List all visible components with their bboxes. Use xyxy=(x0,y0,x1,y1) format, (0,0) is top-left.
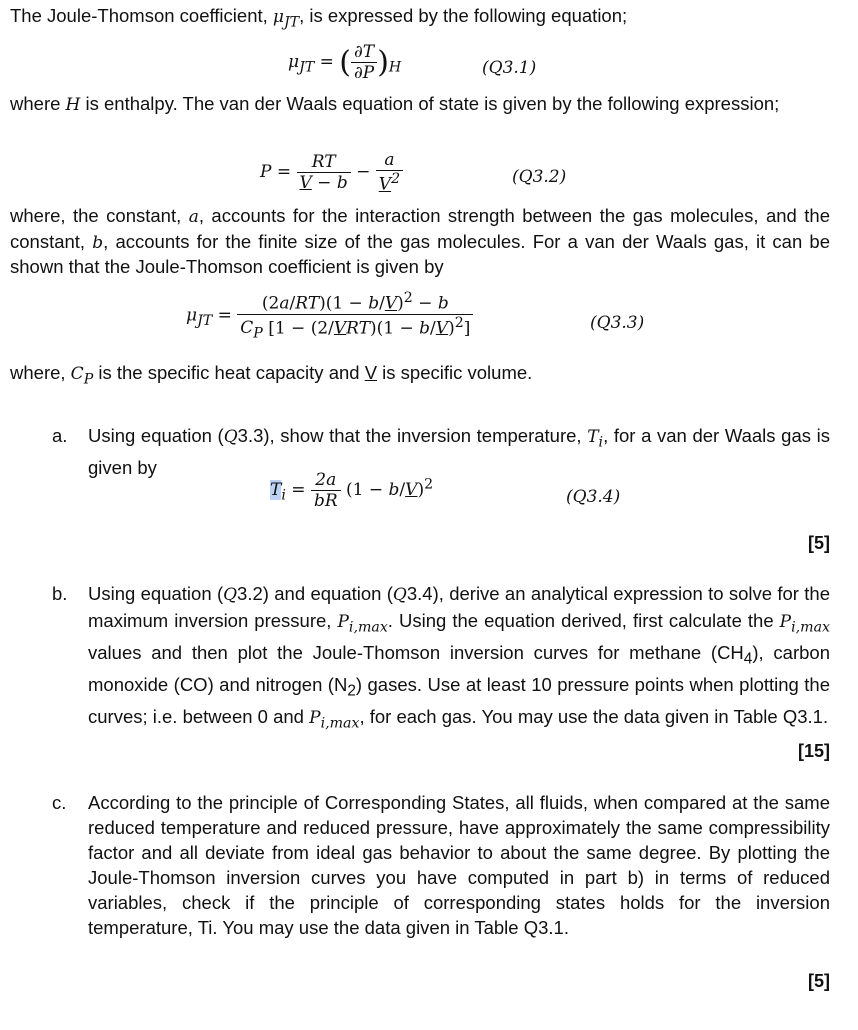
intro-line-4: where, $C_P$ is the specific heat capacity and V is specific volume. xyxy=(10,362,533,388)
question-a xyxy=(52,423,830,480)
equation-q3-3: $\mu_{JT}$ = $\frac{(2a/RT)(1 - b/V)^2 - b}{C_P [1 - (2/VRT)(1 - b/V)^2]}$ xyxy=(186,290,473,342)
intro-line-2: where H is enthalpy. The van der Waals equation of state is given by the following expression; xyxy=(10,93,780,115)
question-b-text: Using equation (Q3.2) and equation (Q3.4), derive an analytical expression to solve for the maximum inversion pressure, $P_{i,max}$. Using the equation derived, first calculate the $P_{i,max}$ values and then plot the Joule-Thomson inversion curves for methane $(CH_4)$, carbon monoxide (CO) and nitrogen $(N_2)$ gases. Use at least 10 pressure points when plotting the curves; i.e. between 0 and $P_{i,max}$, for each gas. You may use the data given in Table Q3.1. xyxy=(88,583,830,732)
equation-q3-4: $T_i$ = $\frac{2a}{bR}$ $(1 - b/V)^2$ xyxy=(270,470,434,511)
equation-q3-2: P = $\frac{RT}{V - b}$ − $\frac{a}{V^2}$ xyxy=(260,150,403,195)
question-a-label: a. xyxy=(52,425,68,446)
equation-q3-1: $\mu_{JT}$ = ( $\frac{\partial T}{\partial P}$ )$_H$ xyxy=(288,42,402,83)
question-b xyxy=(52,581,830,736)
equation-q3-1-label: (Q3.1) xyxy=(482,58,537,78)
equation-q3-4-label: (Q3.4) xyxy=(566,487,621,507)
question-b-label: b. xyxy=(52,583,68,604)
equation-q3-3-label: (Q3.3) xyxy=(590,313,645,333)
question-c-label: c. xyxy=(52,792,67,813)
intro-line-1: The Joule-Thomson coefficient, $\mu_{JT}$, is expressed by the following equation; xyxy=(10,5,628,31)
intro-line-3: where, the constant, a, accounts for the interaction strength between the gas molecules, and the constant, b, accounts for the finite size of the gas molecules. For a van der Waals gas, it can be shown that the Joule-Thomson coefficient is given by xyxy=(10,205,830,277)
question-c-text: According to the principle of Corresponding States, all fluids, when compared at the same reduced temperature and reduced pressure, have approximately the same compressibility factor and all deviate from ideal gas behavior to about the same degree. By plotting the Joule-Thomson inversion curves you have computed in part b) in terms of reduced variables, check if the principle of corresponding states holds for the inversion temperature, Ti. You may use the data given in Table Q3.1. xyxy=(88,792,830,938)
question-c-marks: [5] xyxy=(808,971,830,991)
question-a-text: Using equation (Q3.3), show that the inversion temperature, $T_i$, for a van der Waals gas is given by xyxy=(88,425,830,479)
question-a-marks: [5] xyxy=(808,533,830,553)
question-b-marks: [15] xyxy=(797,741,830,761)
equation-q3-2-label: (Q3.2) xyxy=(512,167,567,187)
question-c xyxy=(52,790,830,940)
